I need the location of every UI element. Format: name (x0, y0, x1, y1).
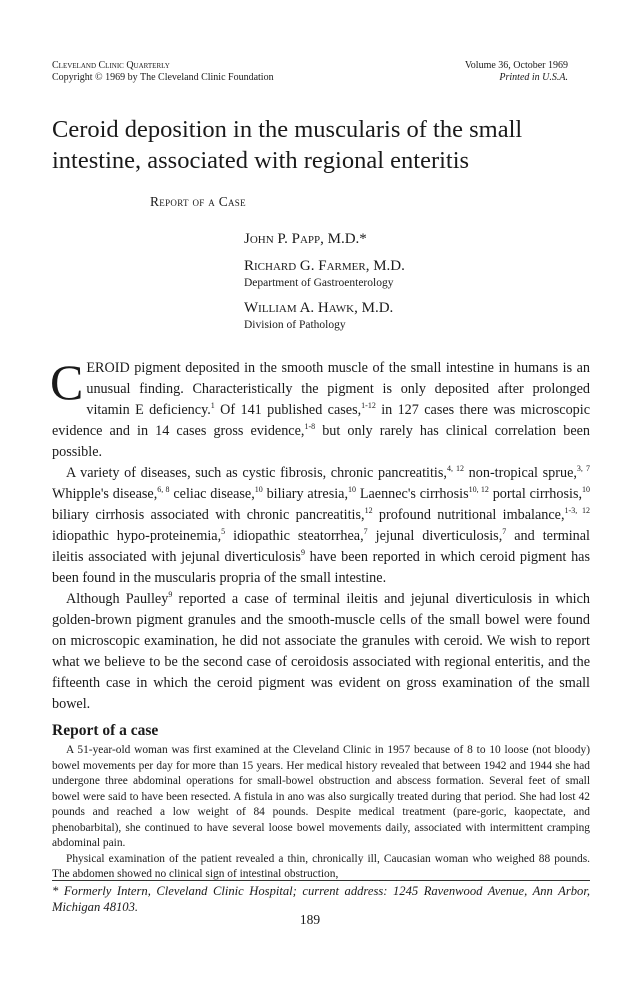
body-text: portal cirrhosis, (488, 486, 583, 502)
citation: 12 (364, 506, 373, 515)
citation: 3, 7 (576, 464, 591, 473)
printed-line: Printed in U.S.A. (499, 72, 568, 83)
citation: 10 (348, 485, 356, 494)
citation: 10, 12 (468, 485, 489, 494)
citation: 5 (221, 527, 226, 536)
author-block (244, 230, 405, 341)
body-text: Of 141 published cases, (214, 402, 362, 418)
body-text: biliary cirrhosis associated with chronic pancreatitis, (52, 507, 365, 523)
journal-name: Cleveland Clinic Quarterly (52, 60, 170, 71)
body-text: and terminal ileitis associated with jejunal diverticulosis (52, 528, 590, 565)
body-text: celiac disease, (169, 486, 255, 502)
citation: 7 (502, 527, 507, 536)
citation: 10 (254, 485, 263, 494)
author-name: Richard G. Farmer, M.D. (244, 258, 405, 274)
citation: 1 (210, 401, 215, 410)
citation: 9 (300, 548, 305, 557)
paulley-paragraph (52, 589, 590, 715)
body-text: non-tropical sprue, (464, 465, 577, 481)
body-text: have been reported in which ceroid pigment has been found in the muscularis propria of the small intestine. (52, 549, 590, 586)
case-paragraph: Physical examination of the patient revealed a thin, chronically ill, Caucasian woman who weighed 88 pounds. The abdomen showed no clinical sign of intestinal obstruction, (52, 852, 590, 880)
citation: 1-3, 12 (564, 506, 590, 515)
running-header-left (52, 60, 274, 84)
body-text: A variety of diseases, such as cystic fibrosis, chronic pancreatitis, (66, 465, 447, 481)
diseases-paragraph (52, 463, 590, 589)
author-department: Division of Pathology (244, 319, 346, 331)
section-heading: Report of a case (52, 722, 159, 739)
body-text: in 127 cases there was microscopic evidence and in 14 cases gross evidence, (52, 402, 590, 439)
author-footnote: * Formerly Intern, Cleveland Clinic Hospital; current address: 1245 Ravenwood Avenue, Ann Arbor, Michigan 48103. (52, 880, 590, 915)
intro-paragraph (50, 354, 591, 463)
body-text: idiopathic hypo-proteinemia, (52, 528, 222, 544)
body-text: Whipple's disease, (52, 486, 158, 502)
body-text: Laennec's cirrhosis (356, 486, 469, 502)
volume-line: Volume 36, October 1969 (464, 60, 568, 71)
case-paragraph: A 51-year-old woman was first examined at the Cleveland Clinic in 1957 because of 8 to 10 loose (not bloody) bowel movements per day for more than 15 years. Her medical history revealed that between 1942 and 1944 she had undergone three abdominal operations for small-bowel obstruction and abscess formation. Several feet of small bowel were said to have been resected. A fistula in ano was also surgically treated during that period. She had lost 42 pounds and reached a low weight of 84 pounds. Despite medical treatment (pare-goric, kaopectate, and phenobarbital), she continued to have several loose bowel movements daily, associated with intermittent cramping abdominal pain. (52, 744, 590, 849)
citation: 4, 12 (446, 464, 465, 473)
article-title: Ceroid deposition in the muscularis of the small intestine, associated with regional enteritis (52, 116, 523, 174)
citation: 10 (582, 485, 591, 494)
body-text: jejunal diverticulosis, (367, 528, 503, 544)
citation: 1-12 (361, 401, 376, 410)
body-text: Although Paulley (66, 591, 169, 607)
body-text: biliary atresia, (262, 486, 348, 502)
author-name: William A. Hawk, M.D. (244, 300, 394, 316)
copyright-line: Copyright © 1969 by The Cleveland Clinic Foundation (52, 72, 274, 83)
citation: 1-8 (304, 422, 316, 431)
body-text: idiopathic steatorrhea, (225, 528, 364, 544)
citation: 7 (363, 527, 368, 536)
article-body (50, 354, 591, 883)
drop-cap: C (50, 354, 84, 410)
article-subtitle: Report of a Case (150, 194, 246, 209)
body-text: but only rarely has clinical correlation been possible. (52, 423, 591, 460)
body-text: pigment deposited in the smooth muscle of the small intestine in humans is an unusual finding. Characteristically the pigment is only deposited after prolonged vitamin E deficiency. (86, 360, 590, 418)
running-header-right (465, 60, 568, 84)
citation: 9 (168, 590, 173, 599)
citation: 6, 8 (157, 485, 170, 494)
author-department: Department of Gastroenterology (244, 277, 394, 289)
page-number: 189 (299, 912, 321, 927)
author-name: John P. Papp, M.D.* (244, 231, 367, 247)
lead-word: EROID (86, 360, 130, 376)
body-text: reported a case of terminal ileitis and jejunal diverticulosis in which golden-brown pigment granules and the smooth-muscle cells of the small bowel were found on microscopic examination, he did not associate the granules with ceroid. We wish to report what we believe to be the second case of ceroidosis associated with regional enteritis, and the fifteenth case in which the ceroid pigment was evident on gross examination of the small bowel. (52, 591, 590, 712)
case-report (52, 743, 590, 883)
body-text: profound nutritional imbalance, (372, 507, 565, 523)
